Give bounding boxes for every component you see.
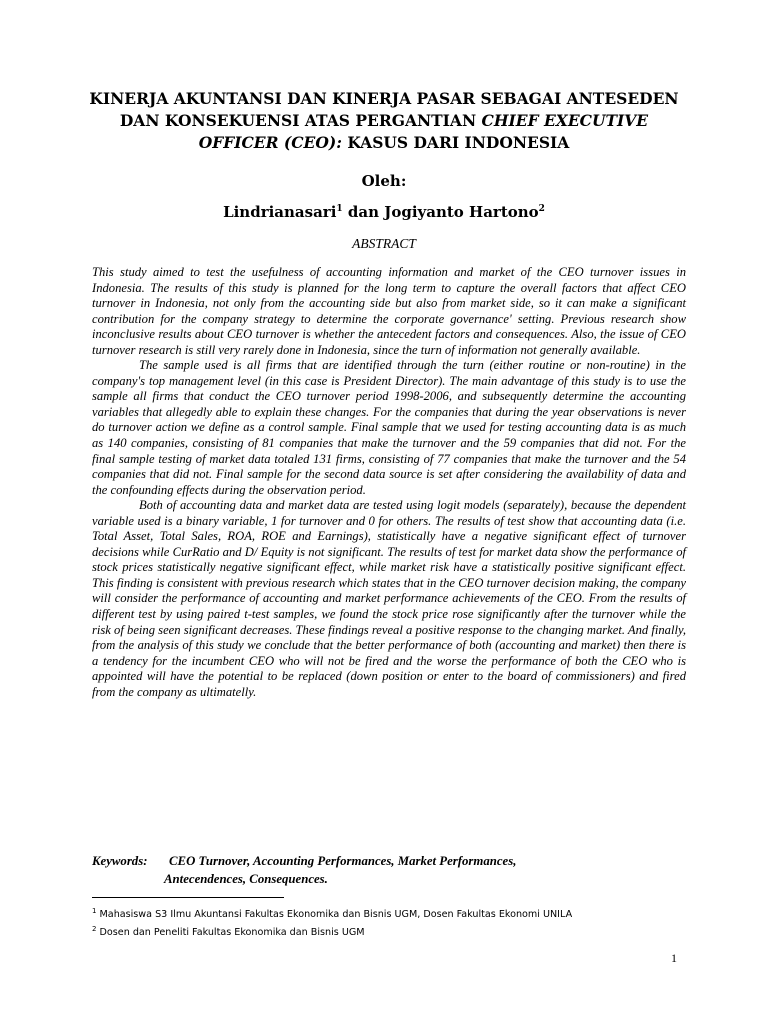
- footnote-2: [92, 922, 692, 940]
- footnote-1: [92, 904, 692, 922]
- author-1: Lindrianasari: [223, 203, 337, 221]
- footnote-2-text: Dosen dan Peneliti Fakultas Ekonomika dan Bisnis UGM: [99, 927, 365, 939]
- byline-label: Oleh:: [361, 172, 407, 190]
- title-line-3-plain: KASUS DARI INDONESIA: [341, 133, 570, 152]
- paper-title: [80, 88, 688, 154]
- title-line-3-italic: OFFICER (CEO):: [198, 133, 342, 152]
- keywords-block: [92, 852, 686, 888]
- footnotes: [92, 904, 692, 940]
- title-line-2: [80, 110, 688, 132]
- author-line: [0, 203, 768, 221]
- keywords-line-1: CEO Turnover, Accounting Performances, Market Performances,: [169, 854, 517, 868]
- footnote-2-mark: 2: [92, 925, 97, 934]
- footnote-separator: [92, 897, 284, 898]
- keywords-row-1: [92, 852, 686, 870]
- abstract-paragraph-1: This study aimed to test the usefulness of accounting information and market of the CEO turnover issues in Indonesia. The results of this study is planned for the long term to capture the overall factors that affect CEO turnover in Indonesia, not only from the accounting side but also from market side, so it can make a significant contribution for the company strategy to determine the corporate governance' setting. Previous research show inconclusive results about CEO turnover is whether the antecedent factors and consequences. Also, the issue of CEO turnover research is still very rarely done in Indonesia, since the turn of information not generally available.: [92, 265, 686, 357]
- author-2-footnote-mark: 2: [538, 204, 545, 214]
- abstract-paragraph-3: Both of accounting data and market data are tested using logit models (separately), because the dependent variable used is a binary variable, 1 for turnover and 0 for others. The results of test show that accounting data (i.e. Total Asset, Total Sales, ROA, ROE and Earnings), statistically have a negative significant effect of turnover decisions while CurRatio and D/ Equity is not significant. The results of test for market data show the performance of stock prices statistically negative significant effect, while market risk have a statistically positive significant effect. This finding is consistent with previous research which states that in the CEO turnover decision making, the company will consider the performance of accounting and market performance achievements of the CEO. From the results of different test by using paired t-test samples, we found the stock price rose significantly after the turnover while the risk of being seen significant decreases. These findings reveal a positive response to the changing market. And finally, from the analysis of this study we conclude that the better performance of both (accounting and market) then there is a tendency for the incumbent CEO who will not be fired and the worse the performance of both the CEO who is appointed will have the potential to be replaced (down position or enter to the board of commissioners) and fired from the company as ultimatelly.: [92, 498, 686, 699]
- footnote-1-text: Mahasiswa S3 Ilmu Akuntansi Fakultas Ekonomika dan Bisnis UGM, Dosen Fakultas Ekonomi UNILA: [99, 909, 573, 921]
- abstract-heading: ABSTRACT: [352, 236, 416, 251]
- abstract-body: [92, 265, 686, 700]
- title-line-1: KINERJA AKUNTANSI DAN KINERJA PASAR SEBAGAI ANTESEDEN: [89, 89, 679, 108]
- abstract-paragraph-2: The sample used is all firms that are identified through the turn (either routine or non-routine) in the company's top management level (in this case is President Director). The main advantage of this study is to use the sample all firms that conduct the CEO turnover period 1998-2006, and subsequently determine the accounting variables that allegedly able to explain these changes. For the companies that during the year observations is never do turnover action we define as a control sample. Final sample that we used for testing accounting data is as much as 140 companies, consisting of 81 companies that make the turnover and the 59 companies that did not. For the final sample testing of market data totaled 131 firms, consisting of 77 companies that make the turnover and the 54 companies that did not. Final sample for the second data source is set after considering the availability of data and the confounding effects during the observation period.: [92, 358, 686, 497]
- title-line-2-italic: CHIEF EXECUTIVE: [481, 111, 649, 130]
- title-line-2-plain: DAN KONSEKUENSI ATAS PERGANTIAN: [119, 111, 482, 130]
- footnote-1-mark: 1: [92, 907, 97, 915]
- keywords-label: Keywords:: [92, 854, 148, 868]
- author-2: dan Jogiyanto Hartono: [342, 203, 539, 221]
- author-1-footnote-mark: 1: [336, 204, 343, 214]
- keywords-line-2: Antecendences, Consequences.: [164, 872, 328, 886]
- title-line-3: [80, 132, 688, 154]
- page-number: 1: [671, 951, 677, 965]
